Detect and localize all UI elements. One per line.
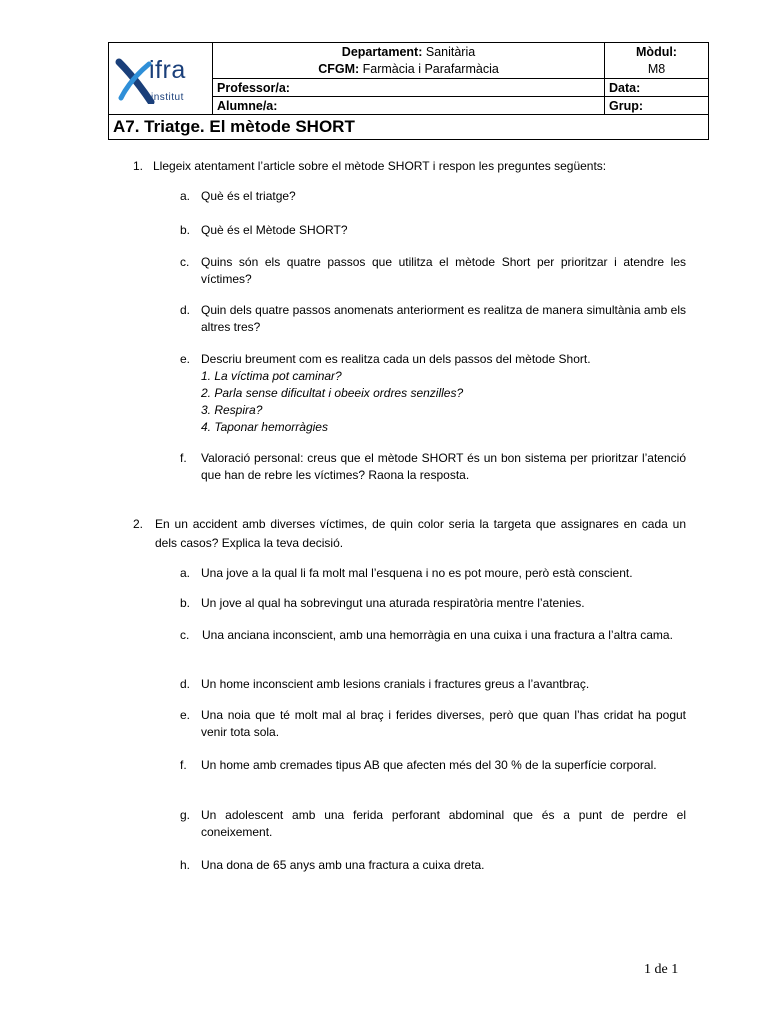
alumne-field[interactable]	[213, 97, 605, 115]
item-text: Un home inconscient amb lesions cranials i fractures greus a l’avantbraç.	[201, 677, 590, 691]
item-text: Un jove al qual ha sobrevingut una aturada respiratòria mentre l’atenies.	[201, 596, 585, 610]
modul-label: Mòdul:	[636, 44, 677, 59]
item-letter: f.	[180, 451, 187, 465]
question-number: 1.	[133, 159, 144, 173]
alumne-label: Alumne/a:	[217, 98, 278, 113]
sub-item-text: 1. La víctima pot caminar?	[201, 369, 342, 383]
data-field[interactable]	[605, 79, 709, 97]
item-letter: d.	[180, 677, 191, 691]
question-text: En un accident amb diverses víctimes, de quin color seria la targeta que assignares en cada un dels casos? Explica la teva decisió.	[155, 517, 686, 550]
professor-label: Professor/a:	[217, 80, 290, 95]
question-number: 2.	[133, 517, 144, 531]
item-letter: b.	[180, 596, 191, 610]
item-text: Descriu breument com es realitza cada un dels passos del mètode Short.	[201, 352, 591, 366]
sub-item-text: 4. Taponar hemorràgies	[201, 420, 328, 434]
department-cell	[213, 43, 605, 79]
item-letter: d.	[180, 303, 191, 317]
item-text: Una dona de 65 anys amb una fractura a cuixa dreta.	[201, 858, 485, 872]
item-letter: e.	[180, 352, 191, 366]
data-label: Data:	[609, 80, 641, 95]
item-letter: f.	[180, 758, 187, 772]
institute-logo	[109, 44, 212, 114]
item-text: Una anciana inconscient, amb una hemorràgia en una cuixa i una fractura a l’altra cama.	[202, 628, 673, 642]
list-item	[180, 351, 686, 441]
item-letter: c.	[180, 628, 190, 642]
item-text: Una jove a la qual li fa molt mal l’esquena i no es pot moure, però està conscient.	[201, 566, 633, 580]
logo-text: ifra	[149, 55, 186, 84]
item-text: Quin dels quatre passos anomenats anteriorment es realitza de manera simultània amb els altres tres?	[201, 303, 686, 334]
logo-cell	[109, 43, 213, 115]
header-table	[108, 42, 709, 140]
item-text: Què és el triatge?	[201, 189, 296, 203]
dept-value: Sanitària	[425, 44, 476, 59]
item-text: Quins són els quatre passos que utilitza el mètode Short per prioritzar i atendre les víctimes?	[201, 255, 686, 286]
question-text: Llegeix atentament l’article sobre el mètode SHORT i respon les preguntes següents:	[153, 159, 607, 173]
cfgm-label: CFGM:	[318, 61, 360, 76]
dept-label: Departament:	[341, 44, 423, 59]
item-letter: b.	[180, 223, 191, 237]
item-text: Un adolescent amb una ferida perforant abdominal que és a punt de perdre el coneixement.	[201, 808, 686, 839]
sub-item-text: 2. Parla sense dificultat i obeeix ordres senzilles?	[201, 386, 464, 400]
item-text: Un home amb cremades tipus AB que afecten més del 30 % de la superfície corporal.	[201, 758, 657, 772]
logo-subtext: institut	[151, 91, 184, 103]
page-title: A7. Triatge. El mètode SHORT	[109, 115, 709, 140]
grup-field[interactable]	[605, 97, 709, 115]
item-letter: a.	[180, 566, 191, 580]
item-text: Una noia que té molt mal al braç i ferides diverses, però que quan l’has cridat ha pogut venir tota sola.	[201, 708, 686, 739]
cfgm-value: Farmàcia i Parafarmàcia	[362, 61, 499, 76]
item-letter: c.	[180, 255, 190, 269]
professor-field[interactable]	[213, 79, 605, 97]
page-number: 1 de 1	[644, 962, 679, 977]
item-letter: a.	[180, 189, 191, 203]
item-text: Què és el Mètode SHORT?	[201, 223, 348, 237]
item-letter: h.	[180, 858, 191, 872]
sub-item-text: 3. Respira?	[201, 403, 263, 417]
item-text: Valoració personal: creus que el mètode SHORT és un bon sistema per prioritzar l’atenció que han de rebre les víctimes? Raona la resposta.	[201, 451, 686, 482]
modul-cell	[605, 43, 709, 79]
grup-label: Grup:	[609, 98, 644, 113]
item-letter: e.	[180, 708, 191, 722]
item-letter: g.	[180, 808, 191, 822]
modul-value: M8	[647, 61, 666, 76]
